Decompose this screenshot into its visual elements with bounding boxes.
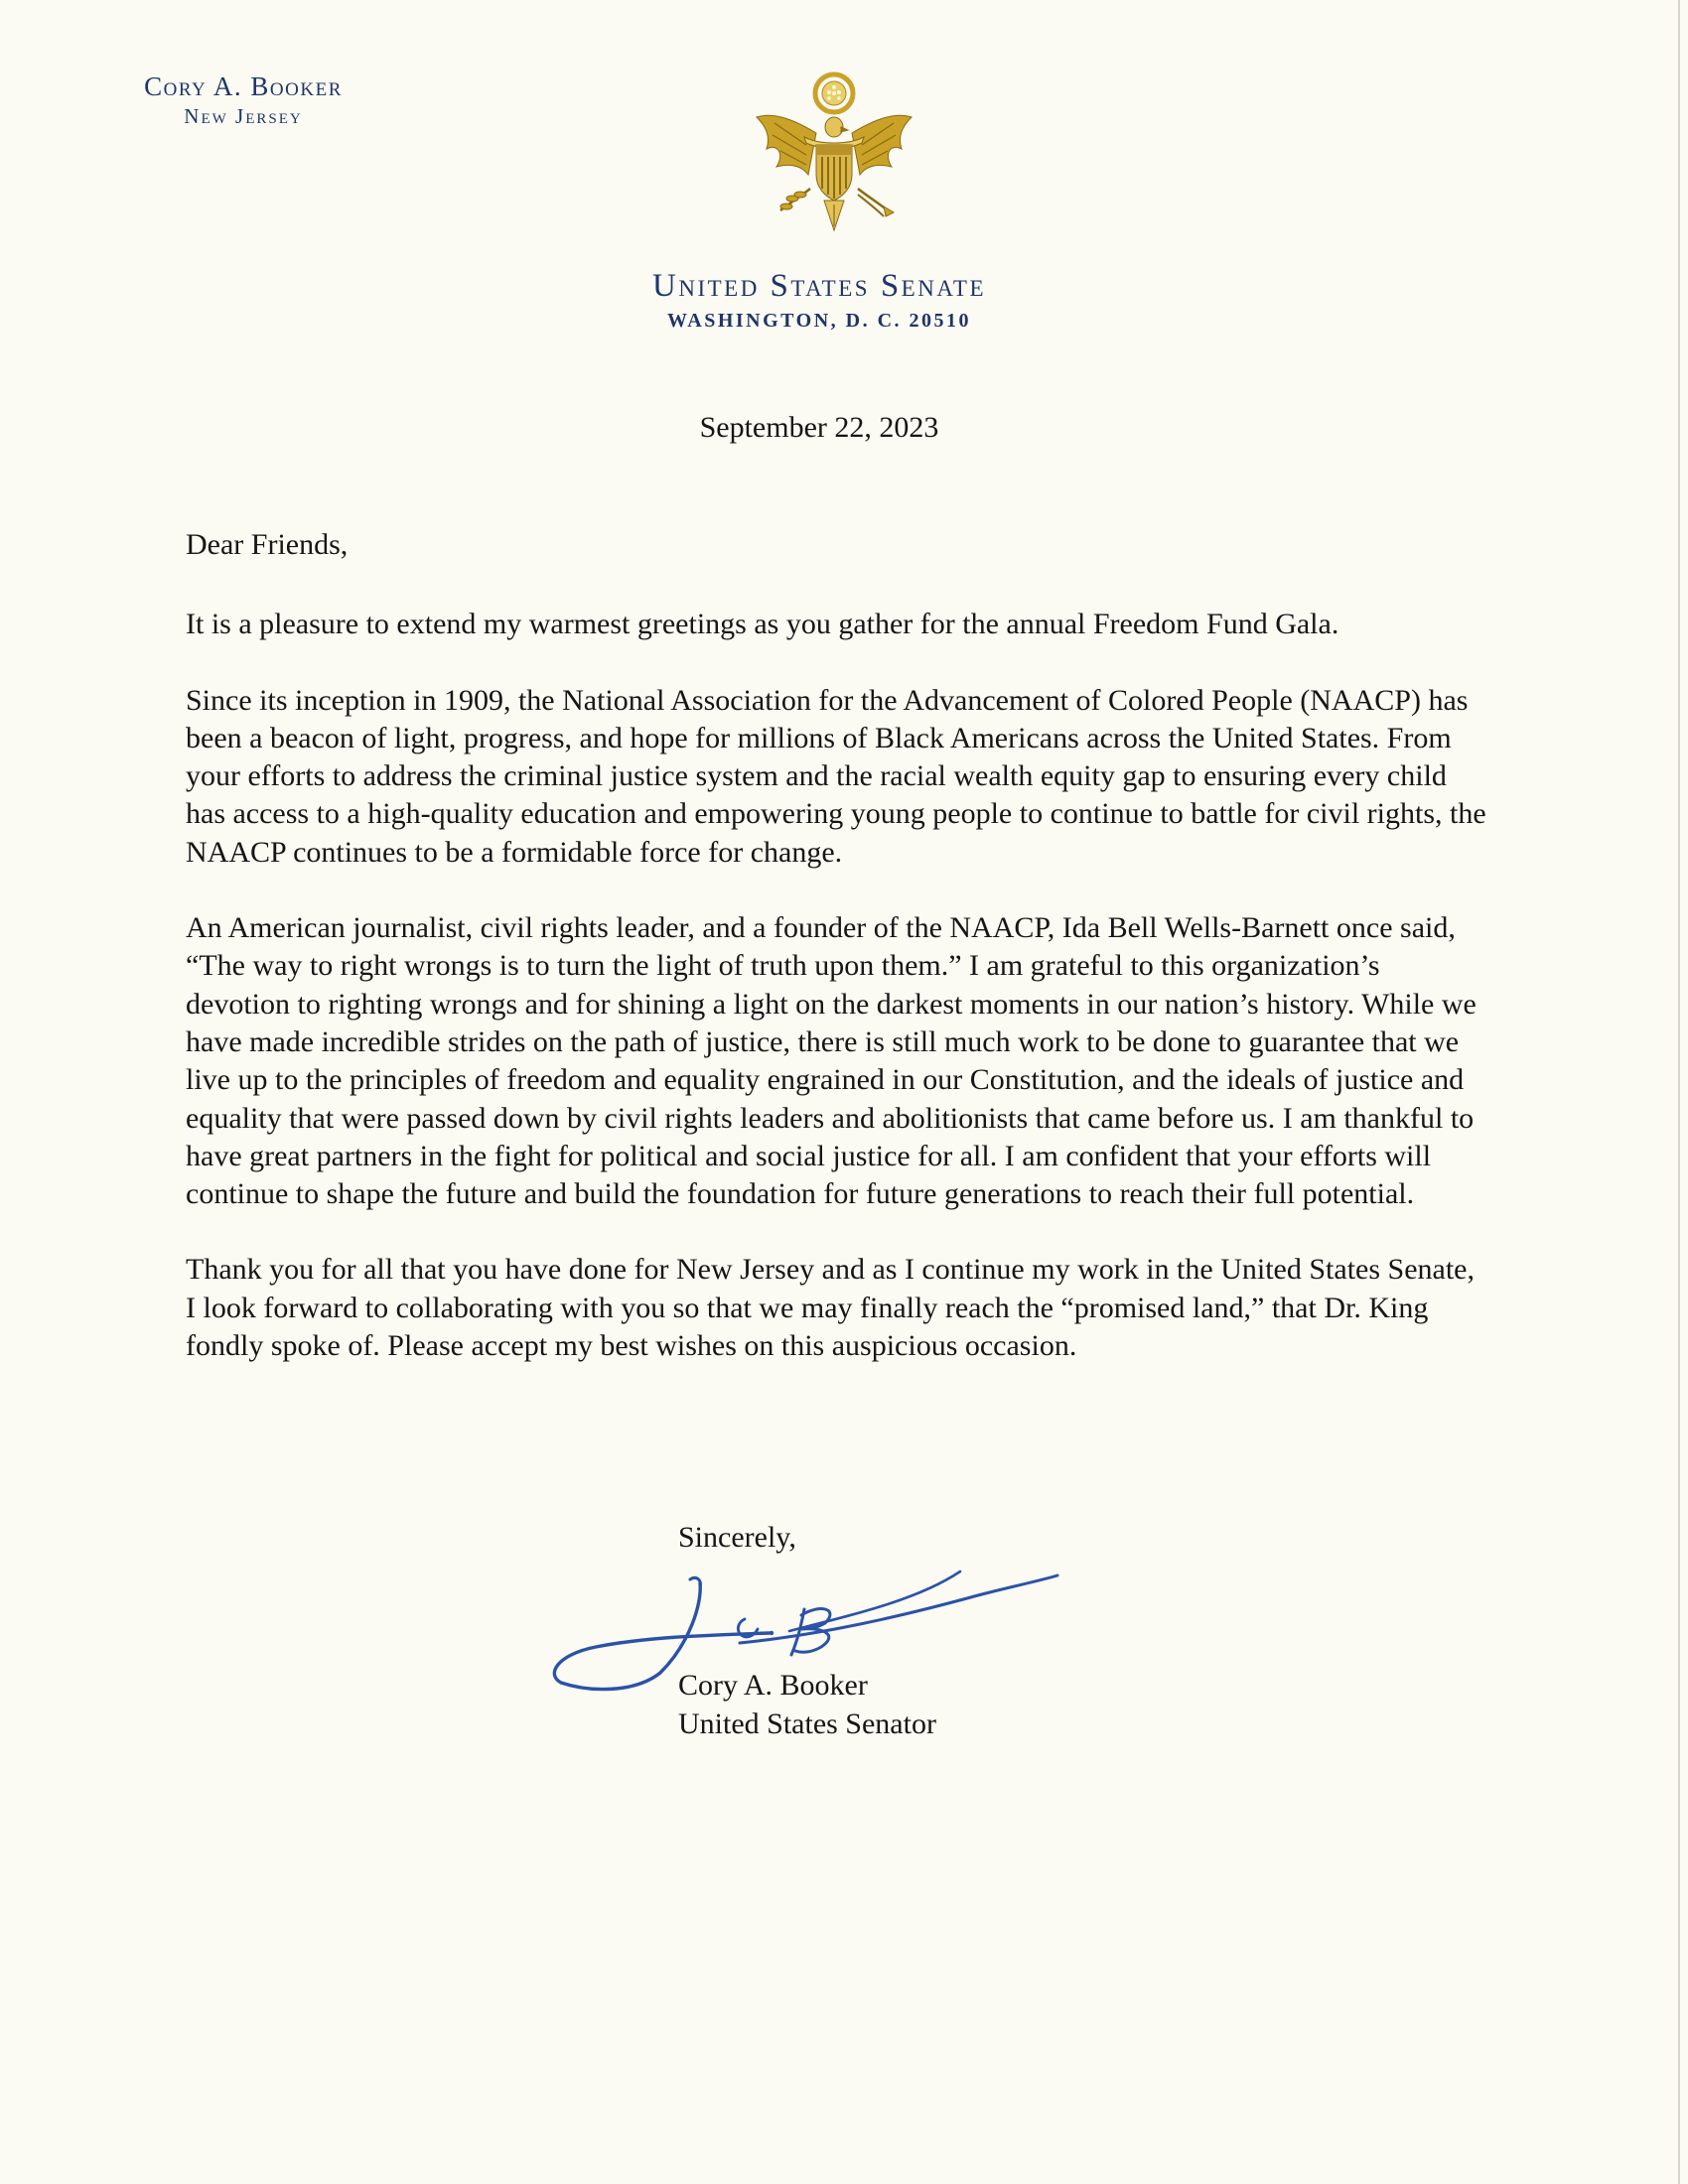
letter-body bbox=[186, 526, 1486, 1403]
letter-date: September 22, 2023 bbox=[699, 411, 939, 444]
paragraph-1: It is a pleasure to extend my warmest greetings as you gather for the annual Freedom Fund Gala. bbox=[186, 608, 1339, 641]
signer-title: United States Senator bbox=[678, 1706, 936, 1740]
paragraph-3: An American journalist, civil rights leader, and a founder of the NAACP, Ida Bell Wells-Barnett once said, “The way to right wrongs is to turn the light of truth upon them.” I am grateful to this organization’s devotion to righting wrongs and for shining a light on the darkest moments in our nation’s history. While we have made incredible strides on the path of justice, there is still much work to be done to guarantee that we live up to the principles of freedom and equality engrained in our Constitution, and the ideals of justice and equality that were passed down by civil rights leaders and abolitionists that came before us. I am thankful to have great partners in the fight for political and social justice for all. I am confident that your efforts will continue to shape the future and build the foundation for future generations to reach their full potential. bbox=[186, 911, 1477, 1211]
great-seal-eagle-icon bbox=[745, 71, 923, 240]
sender-name: Cory A. Booker bbox=[144, 71, 343, 101]
institution-address: WASHINGTON, D. C. 20510 bbox=[666, 310, 972, 332]
signer-name: Cory A. Booker bbox=[678, 1669, 868, 1702]
signer-block bbox=[678, 1667, 936, 1743]
scan-edge-line bbox=[1678, 0, 1680, 2184]
paragraph-4: Thank you for all that you have done for New Jersey and as I continue my work in the United States Senate, I look forward to collaborating with you so that we may finally reach the “promised land,” that Dr. King fondly spoke of. Please accept my best wishes on this auspicious occasion. bbox=[186, 1253, 1475, 1363]
salutation: Dear Friends, bbox=[186, 528, 349, 561]
institution-name: United States Senate bbox=[652, 268, 986, 304]
paragraph-2: Since its inception in 1909, the National Association for the Advancement of Colored People (NAACP) has been a beacon of light, progress, and hope for millions of Black Americans across the United States. From your efforts to address the criminal justice system and the racial wealth equity gap to ensuring every child has access to a high-quality education and empowering young people to continue to battle for civil rights, the NAACP continues to be a formidable force for change. bbox=[186, 683, 1486, 869]
sender-block bbox=[94, 69, 392, 129]
senate-heading bbox=[556, 266, 1082, 336]
closing: Sincerely, bbox=[678, 1521, 796, 1554]
sender-state: New Jersey bbox=[184, 104, 303, 128]
